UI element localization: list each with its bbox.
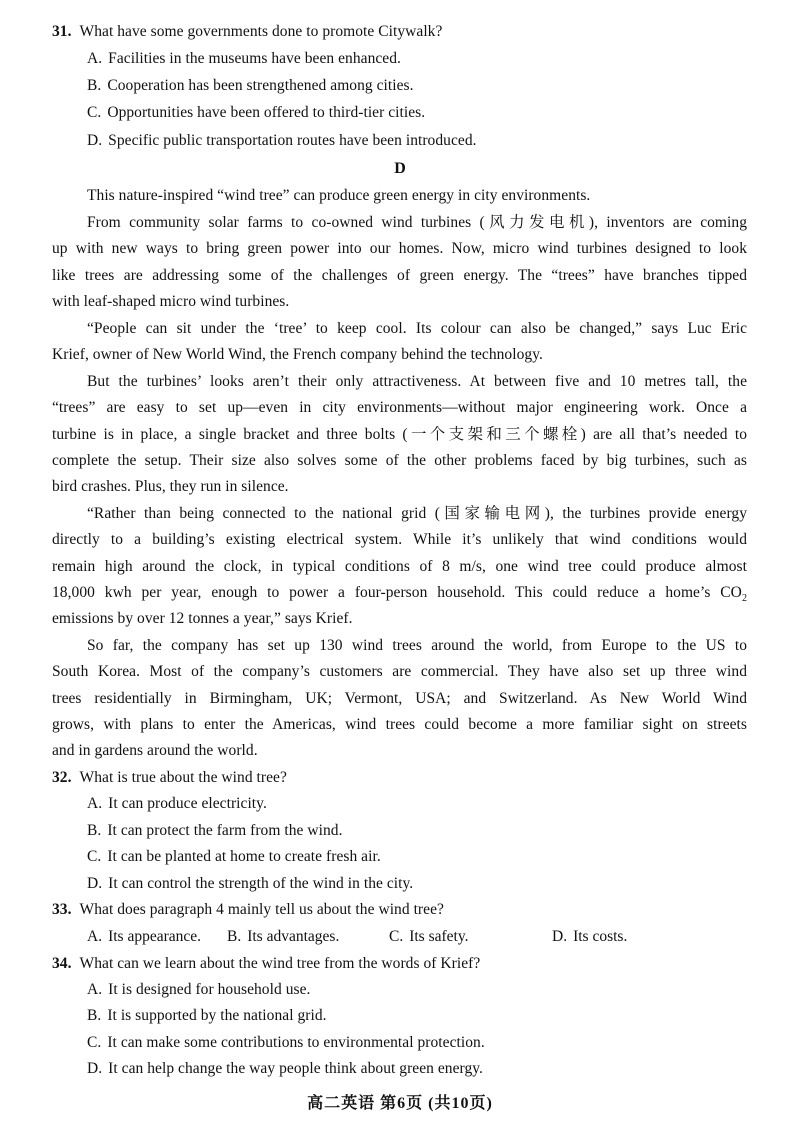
option-letter: C. xyxy=(87,1034,102,1051)
option-letter: D. xyxy=(87,1060,103,1077)
question-text: What can we learn about the wind tree from the words of Krief? xyxy=(79,955,481,972)
question-text: What have some governments done to promote Citywalk? xyxy=(79,23,443,40)
question-31-option-a xyxy=(87,49,401,69)
option-text: It can be planted at home to create fresh air. xyxy=(107,848,381,865)
question-34-stem xyxy=(52,954,480,974)
option-text: It can control the strength of the wind in the city. xyxy=(108,875,414,892)
passage-paragraph-5-line: emissions by over 12 tonnes a year,” says Krief. xyxy=(52,610,353,627)
passage-paragraph-2-line: up with new ways to bring green power into our homes. Now, micro wind turbines designed to look xyxy=(52,240,747,257)
question-32-option-c xyxy=(87,847,381,867)
option-letter: A. xyxy=(87,928,103,945)
passage-paragraph-6-line: trees residentially in Birmingham, UK; Vermont, USA; and Switzerland. As New World Wind xyxy=(52,690,747,707)
option-text: It can produce electricity. xyxy=(108,795,267,812)
option-text: Cooperation has been strengthened among cities. xyxy=(107,77,414,94)
option-letter: C. xyxy=(87,848,102,865)
question-31-stem xyxy=(52,22,442,42)
option-letter: A. xyxy=(87,50,103,67)
option-text: Opportunities have been offered to third-tier cities. xyxy=(107,104,426,121)
option-letter: A. xyxy=(87,795,103,812)
passage-paragraph-4-line: But the turbines’ looks aren’t their only attractiveness. At between five and 10 metres tall, the xyxy=(87,373,747,390)
question-32-option-a xyxy=(87,794,267,814)
question-number: 31. xyxy=(52,23,72,40)
question-33-option-a xyxy=(87,927,201,947)
question-34-option-c xyxy=(87,1033,485,1053)
option-letter: B. xyxy=(87,77,102,94)
passage-paragraph-2-line: with leaf-shaped micro wind turbines. xyxy=(52,293,290,310)
option-letter: D. xyxy=(87,132,103,149)
page-footer: 高二英语 第6页 (共10页) xyxy=(307,1095,493,1112)
question-33-option-c xyxy=(389,927,468,947)
question-33-stem xyxy=(52,900,444,920)
section-title: D xyxy=(394,160,406,177)
option-text: It can protect the farm from the wind. xyxy=(107,822,343,839)
question-text: What does paragraph 4 mainly tell us about the wind tree? xyxy=(79,901,444,918)
passage-paragraph-5-line xyxy=(52,583,747,603)
option-text: It can help change the way people think about green energy. xyxy=(108,1060,483,1077)
option-letter: D. xyxy=(87,875,103,892)
question-32-option-d xyxy=(87,874,413,894)
passage-paragraph-2-line: From community solar farms to co-owned wind turbines (风力发电机), inventors are coming xyxy=(87,214,747,231)
passage-paragraph-5-line: “Rather than being connected to the national grid (国家输电网), the turbines provide energy xyxy=(87,505,747,522)
passage-paragraph-1: This nature-inspired “wind tree” can produce green energy in city environments. xyxy=(87,187,591,204)
option-letter: C. xyxy=(389,928,404,945)
question-34-option-d xyxy=(87,1059,483,1079)
passage-paragraph-6-line: South Korea. Most of the company’s customers are commercial. They have also set up three wind xyxy=(52,663,747,680)
option-text: Its advantages. xyxy=(247,928,340,945)
question-31-option-b xyxy=(87,76,414,96)
passage-paragraph-6-line: grows, with plans to enter the Americas, wind trees could become a more familiar sight on streets xyxy=(52,716,747,733)
question-32-stem xyxy=(52,768,287,788)
option-text: Its appearance. xyxy=(108,928,202,945)
question-number: 33. xyxy=(52,901,72,918)
passage-paragraph-3-line: “People can sit under the ‘tree’ to keep cool. Its colour can also be changed,” says Luc Eric xyxy=(87,320,747,337)
passage-paragraph-5-line: remain high around the clock, in typical conditions of 8 m/s, one wind tree could produce almost xyxy=(52,558,747,575)
question-number: 32. xyxy=(52,769,72,786)
option-letter: B. xyxy=(87,1007,102,1024)
question-33-option-b xyxy=(227,927,339,947)
passage-paragraph-2-line: like trees are addressing some of the challenges of green energy. The “trees” have branches tipped xyxy=(52,267,747,284)
question-text: What is true about the wind tree? xyxy=(79,769,287,786)
passage-paragraph-3-line: Krief, owner of New World Wind, the French company behind the technology. xyxy=(52,346,543,363)
passage-paragraph-4-line: bird crashes. Plus, they run in silence. xyxy=(52,478,289,495)
passage-text: 18,000 kwh per year, enough to power a four-person household. This could reduce a home’s CO xyxy=(52,584,742,601)
option-text: Facilities in the museums have been enhanced. xyxy=(108,50,401,67)
subscript-two: 2 xyxy=(741,593,747,605)
option-letter: C. xyxy=(87,104,102,121)
option-letter: B. xyxy=(87,822,102,839)
passage-paragraph-6-line: So far, the company has set up 130 wind trees around the world, from Europe to the US to xyxy=(87,637,747,654)
passage-paragraph-4-line: turbine is in place, a single bracket and three bolts (一个支架和三个螺栓) are all that’s needed to xyxy=(52,426,747,443)
question-34-option-b xyxy=(87,1006,327,1026)
question-34-option-a xyxy=(87,980,310,1000)
option-text: It can make some contributions to environmental protection. xyxy=(107,1034,485,1051)
option-text: Its costs. xyxy=(573,928,628,945)
option-text: It is supported by the national grid. xyxy=(107,1007,327,1024)
option-text: Its safety. xyxy=(409,928,469,945)
question-33-option-d xyxy=(552,927,627,947)
passage-paragraph-5-line: directly to a building’s existing electrical system. While it’s unlikely that wind conditions would xyxy=(52,531,747,548)
passage-paragraph-4-line: “trees” are easy to set up—even in city environments—without major engineering work. Once a xyxy=(52,399,747,416)
question-number: 34. xyxy=(52,955,72,972)
option-text: It is designed for household use. xyxy=(108,981,311,998)
question-31-option-d xyxy=(87,131,477,151)
option-letter: B. xyxy=(227,928,242,945)
question-31-option-c xyxy=(87,103,425,123)
option-letter: A. xyxy=(87,981,103,998)
option-text: Specific public transportation routes have been introduced. xyxy=(108,132,477,149)
passage-paragraph-6-line: and in gardens around the world. xyxy=(52,742,258,759)
option-letter: D. xyxy=(552,928,568,945)
passage-paragraph-4-line: complete the setup. Their size also solves some of the other problems faced by big turbines, such as xyxy=(52,452,747,469)
question-32-option-b xyxy=(87,821,343,841)
